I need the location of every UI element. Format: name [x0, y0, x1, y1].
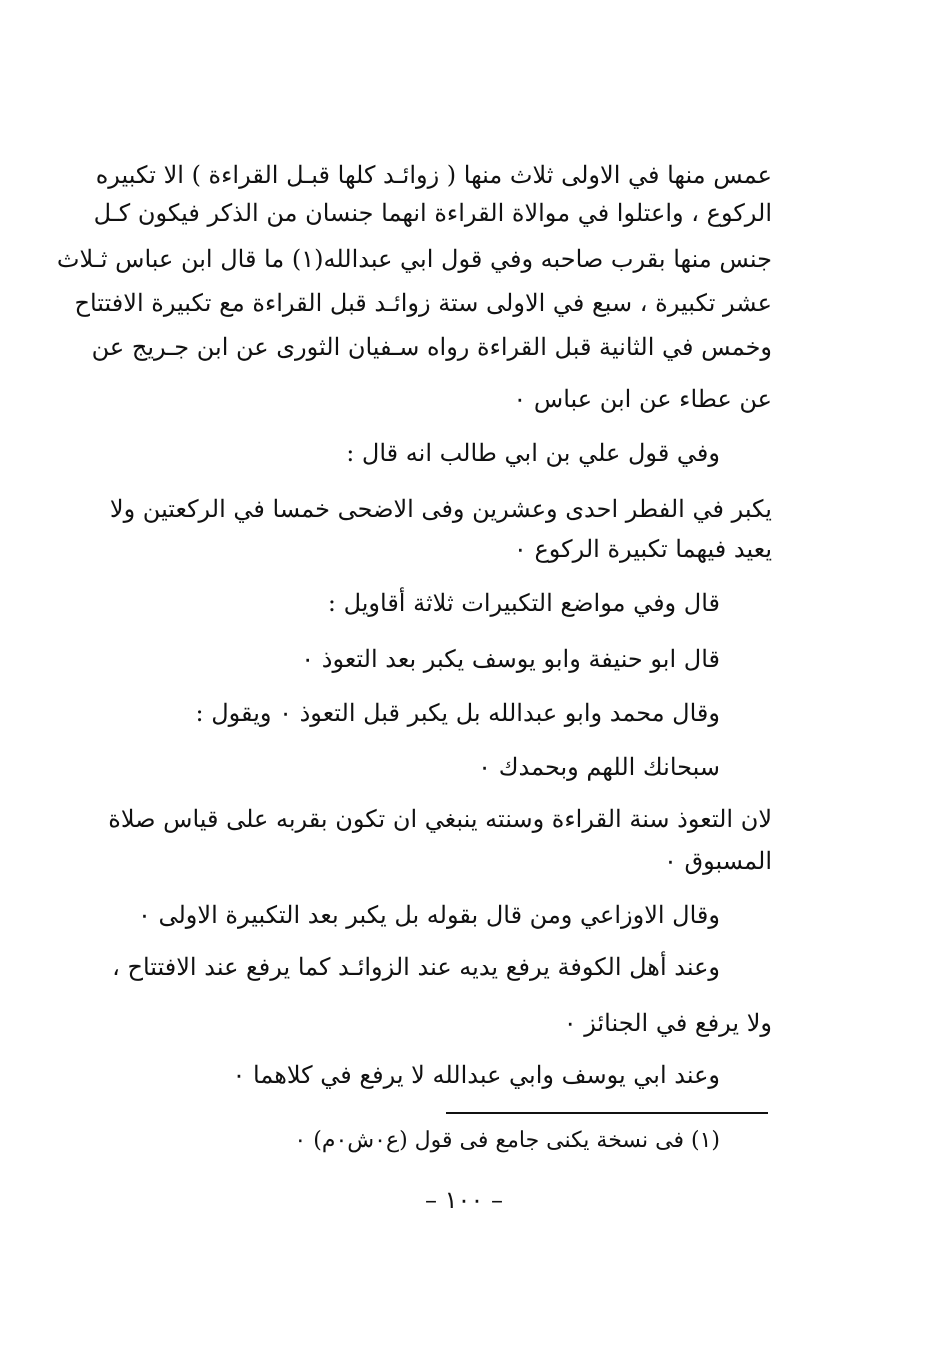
text-line: سبحانك اللهم وبحمدك ٠ — [478, 753, 720, 781]
text-line: وعند ابي يوسف وابي عبدالله لا يرفع في كلاهما ٠ — [232, 1061, 720, 1089]
text-line: المسبوق ٠ — [663, 847, 772, 875]
text-line: وقال الاوزاعي ومن قال بقوله بل يكبر بعد التكبيرة الاولى ٠ — [137, 901, 720, 929]
text-line: عشر تكبيرة ، سبع في الاولى ستة زوائـد قبل القراءة مع تكبيرة الافتتاح — [74, 289, 772, 317]
footnote-divider — [446, 1112, 768, 1114]
text-line: عن عطاء عن ابن عباس ٠ — [513, 385, 772, 413]
text-line: يعيد فيهما تكبيرة الركوع ٠ — [513, 535, 772, 563]
text-line: وفي قول علي بن ابي طالب انه قال : — [346, 439, 720, 467]
text-line: عمس منها في الاولى ثلاث منها ( زوائـد كلها قبـل القراءة ) الا تكبيره — [95, 161, 772, 189]
page-number: – ١٠٠ – — [425, 1186, 503, 1214]
footnote: (١) فى نسخة يكنى جامع فى قول (ع٠ش٠م) ٠ — [294, 1128, 720, 1153]
text-line: قال وفي مواضع التكبيرات ثلاثة أقاويل : — [327, 589, 720, 617]
text-line: وخمس في الثانية قبل القراءة رواه سـفيان الثورى عن ابن جـريج عن — [91, 333, 772, 361]
text-line: يكبر في الفطر احدى وعشرين وفى الاضحى خمسا في الركعتين ولا — [109, 495, 772, 523]
text-line: قال ابو حنيفة وابو يوسف يكبر بعد التعوذ ٠ — [301, 645, 720, 673]
text-line: وقال محمد وابو عبدالله بل يكبر قبل التعوذ ٠ ويقول : — [195, 699, 720, 727]
text-line: الركوع ، واعتلوا في موالاة القراءة انهما جنسان من الذكر فيكون كـل — [93, 199, 772, 227]
text-line: لان التعوذ سنة القراءة وسنته ينبغي ان تكون بقربه على قياس صلاة — [108, 805, 772, 833]
text-line: وعند أهل الكوفة يرفع يديه عند الزوائـد كما يرفع عند الافتتاح ، — [112, 953, 720, 981]
text-line: ولا يرفع في الجنائز ٠ — [563, 1009, 772, 1037]
text-line: جنس منها بقرب صاحبه وفي قول ابي عبدالله(١) ما قال ابن عباس ثـلاث — [56, 245, 772, 273]
